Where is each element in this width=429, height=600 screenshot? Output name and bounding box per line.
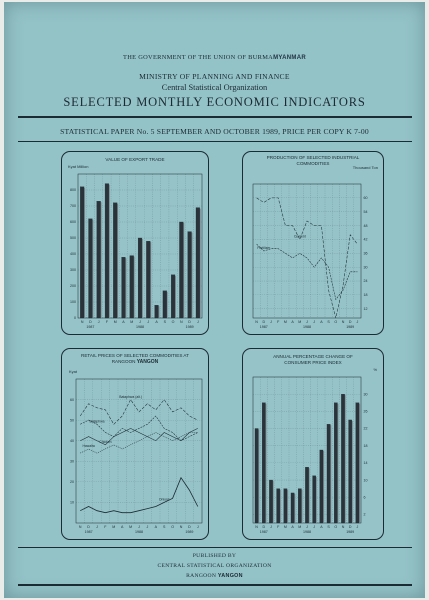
series-line (80, 478, 198, 513)
x-tick-label: D (348, 320, 352, 324)
x-tick-label: A (154, 525, 158, 529)
y-tick-label: 50 (70, 418, 74, 423)
bar (105, 184, 109, 318)
yangon-overstamp: YANGON (217, 573, 243, 579)
bar (341, 394, 344, 523)
yangon-overstamp: YANGON (136, 358, 159, 365)
x-tick-label: M (113, 320, 117, 324)
y-tick-label: 10 (363, 478, 368, 483)
cpi-change-panel (242, 348, 384, 540)
x-tick-label: O (171, 525, 174, 529)
year-label: 1989 (185, 325, 194, 329)
x-tick-label: N (78, 525, 82, 529)
x-tick-label: J (270, 525, 272, 529)
y-tick-label: 60 (70, 397, 74, 402)
x-tick-label: J (97, 320, 100, 324)
y-tick-label: 42 (363, 237, 368, 242)
x-tick-label: D (188, 525, 191, 529)
year-label: 1988 (303, 325, 311, 329)
x-tick-label: D (188, 320, 191, 324)
y-tick-label: 800 (70, 188, 76, 193)
x-tick-label: D (262, 320, 266, 324)
x-tick-label: N (180, 320, 183, 324)
bar (163, 291, 167, 318)
bar (97, 201, 101, 318)
x-tick-label: N (255, 320, 258, 324)
year-label: 1987 (84, 530, 93, 534)
bar (356, 403, 359, 523)
y-tick-label: 2 (363, 512, 366, 517)
x-tick-label: M (283, 320, 287, 324)
x-tick-label: N (80, 320, 84, 324)
x-tick-label: A (120, 525, 124, 529)
y-tick-label: 700 (70, 204, 76, 209)
x-tick-label: J (196, 320, 199, 324)
issue-rule (18, 141, 412, 142)
bar (130, 256, 134, 318)
x-tick-label: S (163, 320, 167, 324)
chart-title: ANNUAL PERCENTAGE CHANGE OF CONSUMER PRICE INDEX (273, 354, 353, 365)
year-label: 1989 (346, 325, 355, 329)
y-tick-label: 26 (363, 409, 368, 414)
series-label: Chicken (99, 440, 112, 445)
series-label: Hawalta (82, 444, 95, 449)
x-tick-label: D (262, 525, 266, 529)
government-line (4, 54, 425, 61)
bar (255, 429, 258, 523)
x-tick-label: J (138, 525, 140, 529)
y-tick-label: 30 (363, 265, 368, 270)
bar (122, 257, 126, 318)
export-trade-panel (61, 151, 209, 335)
series-label: Bataphwa (89, 419, 105, 424)
y-tick-label: 100 (70, 300, 76, 305)
year-label: 1987 (259, 530, 268, 534)
chart-title: PRODUCTION OF SELECTED INDUSTRIAL COMMODITIES (266, 155, 360, 166)
bar (138, 238, 142, 318)
bar (113, 203, 117, 318)
year-label: 1987 (86, 325, 95, 329)
bar (80, 187, 84, 318)
x-tick-label: F (104, 525, 107, 529)
y-tick-label: 600 (70, 220, 76, 225)
bar (277, 489, 280, 523)
x-tick-label: N (255, 525, 258, 529)
bar (284, 489, 287, 523)
x-tick-label: A (320, 320, 323, 324)
y-tick-label: 200 (70, 284, 76, 289)
retail-prices-chart (62, 349, 208, 539)
year-label: 1988 (303, 530, 311, 534)
x-tick-label: J (356, 320, 359, 324)
x-tick-label: D (89, 320, 92, 324)
series-line (80, 428, 198, 444)
x-tick-label: J (147, 320, 150, 324)
chart-unit-label: % (373, 367, 377, 372)
x-tick-label: M (129, 525, 133, 529)
issue-line: STATISTICAL PAPER No. 5 SEPTEMBER AND OCTOBER 1989, PRICE PER COPY K 7-00 (60, 127, 369, 136)
y-tick-label: 400 (70, 252, 76, 257)
x-tick-label: F (277, 525, 280, 529)
x-tick-label: J (313, 320, 316, 324)
report-title: SELECTED MONTHLY ECONOMIC INDICATORS (63, 95, 366, 109)
publisher-name-line: CENTRAL STATISTICAL ORGANIZATION (157, 563, 272, 569)
series-label: Cement (293, 234, 306, 239)
myanmar-overstamp: MYANMAR (273, 55, 306, 61)
y-tick-label: 10 (70, 500, 74, 505)
x-tick-label: S (327, 320, 330, 324)
y-tick-label: 500 (70, 236, 76, 241)
y-tick-label: 30 (70, 459, 74, 464)
bar (291, 493, 294, 523)
top-rule (18, 116, 412, 118)
bar (179, 222, 183, 318)
x-tick-label: J (196, 525, 199, 529)
x-tick-label: J (306, 525, 308, 529)
x-tick-label: N (341, 320, 345, 324)
x-tick-label: D (87, 525, 90, 529)
organization-line: Central Statistical Organization (161, 83, 268, 92)
bar (155, 305, 159, 318)
x-tick-label: M (112, 525, 116, 529)
series-line (257, 244, 358, 299)
bar (188, 232, 192, 318)
bar (196, 208, 200, 318)
x-tick-label: F (277, 320, 280, 324)
cpi-change-chart (243, 349, 383, 539)
publisher-city: RANGOON (186, 573, 217, 579)
x-tick-label: M (298, 320, 302, 324)
x-tick-label: O (171, 320, 175, 324)
published-by-line: PUBLISHED BY (192, 553, 237, 559)
export-trade-chart (62, 152, 208, 334)
x-tick-label: D (348, 525, 352, 529)
y-tick-label: 40 (70, 438, 74, 443)
plot-frame (76, 379, 202, 523)
chart-title-text: RETAIL PRICES OF SELECTED COMMODITIES AT RANGOON (81, 353, 189, 364)
industrial-production-panel (242, 151, 384, 335)
x-tick-label: J (306, 320, 308, 324)
bar (146, 241, 150, 318)
year-label: 1989 (346, 530, 355, 534)
x-tick-label: N (341, 525, 345, 529)
y-tick-label: 36 (363, 251, 368, 256)
chart-title: VALUE OF EXPORT TRADE (105, 157, 165, 162)
x-tick-label: J (96, 525, 98, 529)
bar (334, 403, 337, 523)
bar (262, 403, 265, 523)
series-label: Fertilizer (257, 246, 271, 251)
x-tick-label: J (313, 525, 316, 529)
publisher-rule (18, 547, 412, 548)
y-tick-label: 48 (363, 223, 368, 228)
y-tick-label: 14 (363, 461, 368, 466)
y-tick-label: 20 (70, 480, 74, 485)
bar (171, 275, 175, 318)
x-tick-label: A (291, 320, 294, 324)
y-tick-label: 22 (363, 426, 368, 431)
x-tick-label: M (298, 525, 302, 529)
x-tick-label: O (334, 320, 338, 324)
report-cover (4, 2, 425, 598)
industrial-production-chart (243, 152, 383, 334)
year-label: 1988 (136, 325, 144, 329)
year-label: 1989 (185, 530, 194, 534)
publisher-city-line (4, 573, 425, 579)
x-tick-label: A (155, 320, 158, 324)
y-tick-label: 6 (363, 495, 366, 500)
y-tick-label: 24 (363, 279, 368, 284)
chart-unit-label: Thousand Ton (352, 165, 378, 170)
y-tick-label: 60 (363, 196, 368, 201)
x-tick-label: N (179, 525, 183, 529)
x-tick-label: F (105, 320, 109, 324)
x-tick-label: J (146, 525, 149, 529)
chart-unit-label: Kyat (69, 369, 78, 374)
y-tick-label: 30 (363, 392, 368, 397)
ministry-line: MINISTRY OF PLANNING AND FINANCE (139, 72, 290, 81)
x-tick-label: S (327, 525, 330, 529)
x-tick-label: S (162, 525, 166, 529)
bar (320, 450, 323, 523)
year-label: 1987 (259, 325, 268, 329)
x-tick-label: M (130, 320, 134, 324)
series-label: Onions (158, 497, 170, 502)
y-tick-label: 12 (363, 306, 368, 311)
x-tick-label: A (291, 525, 294, 529)
y-tick-label: 0 (74, 316, 76, 321)
x-tick-label: J (139, 320, 141, 324)
bottom-rule (18, 584, 412, 586)
series-line (80, 433, 198, 454)
x-tick-label: A (122, 320, 125, 324)
government-text: THE GOVERNMENT OF THE UNION OF BURMA (123, 54, 274, 61)
bar (327, 424, 330, 523)
bar (313, 476, 316, 523)
bar (269, 480, 272, 523)
x-tick-label: J (270, 320, 272, 324)
bar (298, 489, 301, 523)
plot-frame (253, 184, 361, 318)
y-tick-label: 54 (363, 209, 368, 214)
y-tick-label: 18 (363, 293, 368, 298)
retail-prices-panel (61, 348, 209, 540)
y-tick-label: 300 (70, 268, 76, 273)
x-tick-label: A (320, 525, 323, 529)
x-tick-label: M (283, 525, 287, 529)
x-tick-label: O (334, 525, 338, 529)
bar (89, 219, 93, 318)
chart-unit-label: Kyat Million (68, 164, 89, 169)
bar (349, 420, 352, 523)
x-tick-label: J (356, 525, 359, 529)
series-label: Bataphwa (alt.) (119, 394, 143, 399)
y-tick-label: 18 (363, 443, 368, 448)
bar (305, 467, 308, 523)
year-label: 1988 (135, 530, 143, 534)
